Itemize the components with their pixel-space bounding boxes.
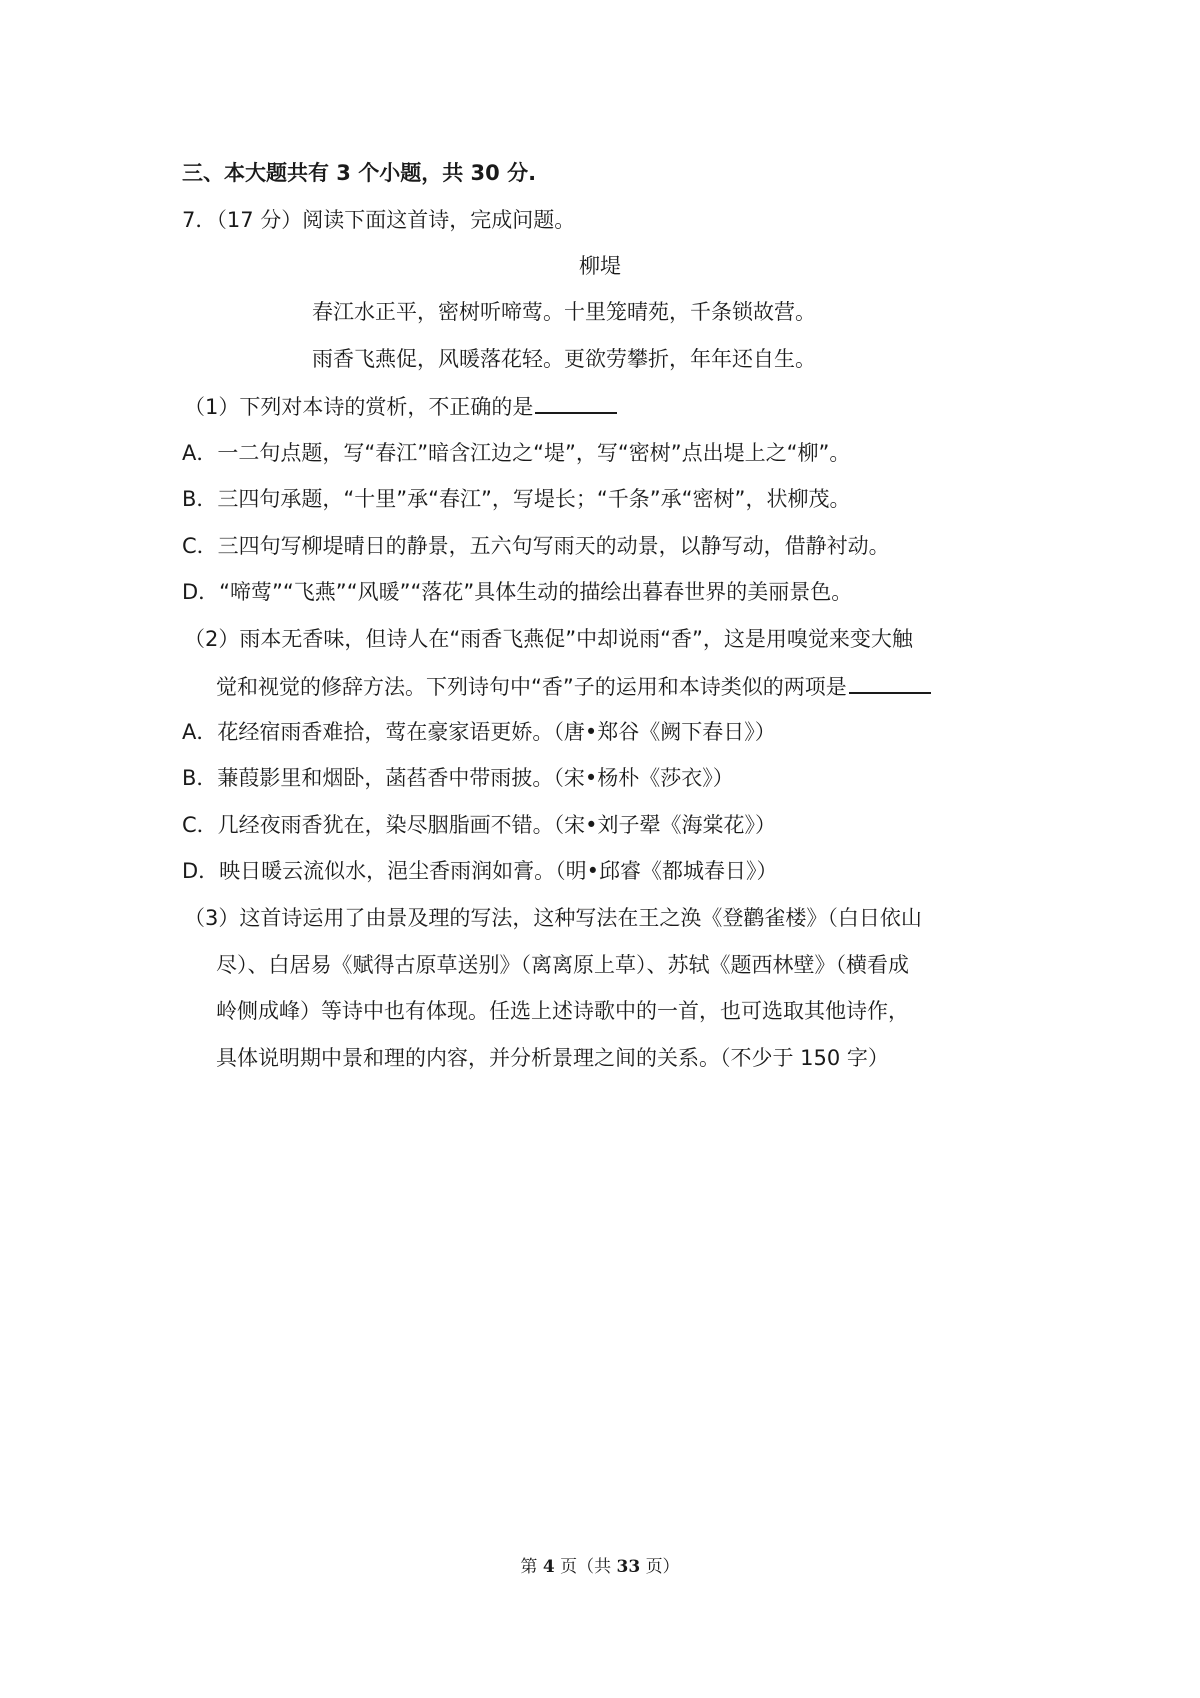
page-number: 4 bbox=[542, 1557, 555, 1577]
option-c: C．几经夜雨香犹在，染尽胭脂画不错。（宋•刘子翚《海棠花》） bbox=[182, 813, 777, 837]
footer-suffix: 页） bbox=[645, 1557, 680, 1577]
poem-line: 雨香飞燕促，风暖落花轻。更欲劳攀折，年年还自生。 bbox=[312, 347, 816, 371]
sub-question-3-line: （3）这首诗运用了由景及理的写法，这种写法在王之涣《登鹳雀楼》（白日依山 bbox=[184, 906, 922, 930]
poem-title: 柳堤 bbox=[579, 254, 621, 278]
sub-question-3-line: 具体说明期中景和理的内容，并分析景理之间的关系。（不少于 150 字） bbox=[216, 1046, 889, 1070]
footer-middle: 页（共 bbox=[560, 1557, 612, 1577]
option-a: A．花经宿雨香难拾，莺在豪家语更娇。（唐•郑谷《阙下春日》） bbox=[182, 720, 776, 744]
option-c: C．三四句写柳堤晴日的静景，五六句写雨天的动景，以静写动，借静衬动。 bbox=[182, 534, 890, 558]
question-header: 7．（17 分）阅读下面这首诗，完成问题。 bbox=[182, 208, 576, 232]
poem-line: 春江水正平，密树听啼莺。十里笼晴苑，千条锁故营。 bbox=[312, 300, 816, 324]
sub-question-2-stem: （2）雨本无香味，但诗人在“雨香飞燕促”中却说雨“香”，这是用嗅觉来变大触 bbox=[184, 627, 913, 651]
sub-question-3-line: 尽）、白居易《赋得古原草送别》（离离原上草）、苏轼《题西林壁》（横看成 bbox=[216, 953, 909, 977]
total-pages: 33 bbox=[616, 1557, 641, 1577]
sub-question-1-stem bbox=[184, 390, 617, 422]
answer-blank[interactable] bbox=[849, 670, 931, 694]
sub-question-2-text: 觉和视觉的修辞方法。下列诗句中“香”子的运用和本诗类似的两项是 bbox=[216, 675, 847, 699]
sub-question-2-stem-continued bbox=[216, 670, 931, 702]
option-d: D．映日暖云流似水，浥尘香雨润如膏。（明•邱睿《都城春日》） bbox=[182, 859, 778, 883]
sub-question-1-text: （1）下列对本诗的赏析，不正确的是 bbox=[184, 395, 534, 419]
footer-prefix: 第 bbox=[520, 1557, 538, 1577]
option-b: B．蒹葭影里和烟卧，菡萏香中带雨披。（宋•杨朴《莎衣》） bbox=[182, 766, 734, 790]
option-b: B．三四句承题，“十里”承“春江”，写堤长；“千条”承“密树”，状柳茂。 bbox=[182, 487, 851, 511]
page-footer bbox=[0, 1555, 1200, 1579]
option-a: A．一二句点题，写“春江”暗含江边之“堤”，写“密树”点出堤上之“柳”。 bbox=[182, 441, 851, 465]
answer-blank[interactable] bbox=[535, 390, 617, 414]
sub-question-3-line: 岭侧成峰）等诗中也有体现。任选上述诗歌中的一首，也可选取其他诗作， bbox=[216, 999, 909, 1023]
section-title: 三、本大题共有 3 个小题，共 30 分. bbox=[182, 161, 537, 185]
option-d: D．“啼莺”“飞燕”“风暖”“落花”具体生动的描绘出暮春世界的美丽景色。 bbox=[182, 580, 853, 604]
